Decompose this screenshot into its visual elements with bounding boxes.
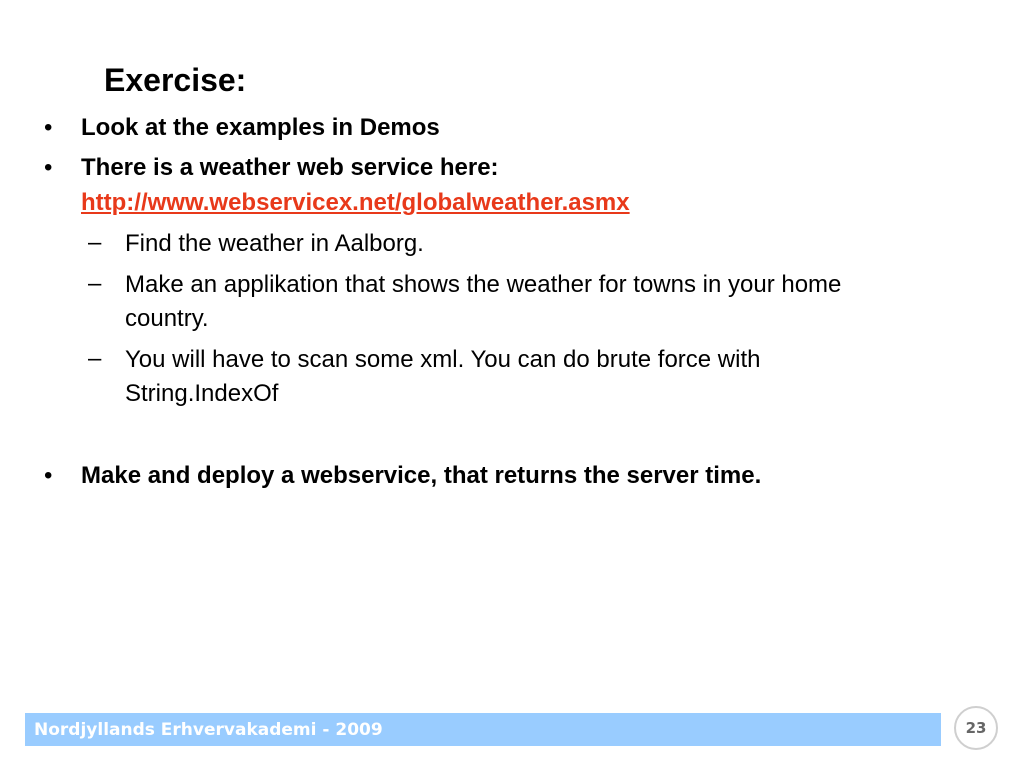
bullet-marker: • <box>44 462 53 489</box>
footer-bar <box>25 713 941 746</box>
page-number-badge <box>954 706 998 750</box>
weather-service-link[interactable]: http://www.webservicex.net/globalweather.asmx <box>81 189 630 216</box>
slide-title: Exercise: <box>104 62 247 98</box>
bullet-marker: • <box>44 154 53 181</box>
sub-item-text-line-2: country. <box>125 305 209 332</box>
dash-marker: – <box>88 345 102 372</box>
sub-item-text: Find the weather in Aalborg. <box>125 230 424 257</box>
page-number: 23 <box>965 719 987 737</box>
bullet-text: Look at the examples in Demos <box>81 114 440 141</box>
sub-item-text-line-2: String.IndexOf <box>125 380 279 407</box>
sub-item-text-line-1: Make an applikation that shows the weather for towns in your home <box>125 271 842 298</box>
bullet-marker: • <box>44 114 53 141</box>
sub-item-text-line-1: You will have to scan some xml. You can do brute force with <box>125 346 761 373</box>
dash-marker: – <box>88 270 102 297</box>
bullet-text: Make and deploy a webservice, that returns the server time. <box>81 462 762 489</box>
bullet-text: There is a weather web service here: <box>81 154 499 181</box>
footer-text: Nordjyllands Erhvervakademi - 2009 <box>34 720 383 740</box>
dash-marker: – <box>88 229 102 256</box>
